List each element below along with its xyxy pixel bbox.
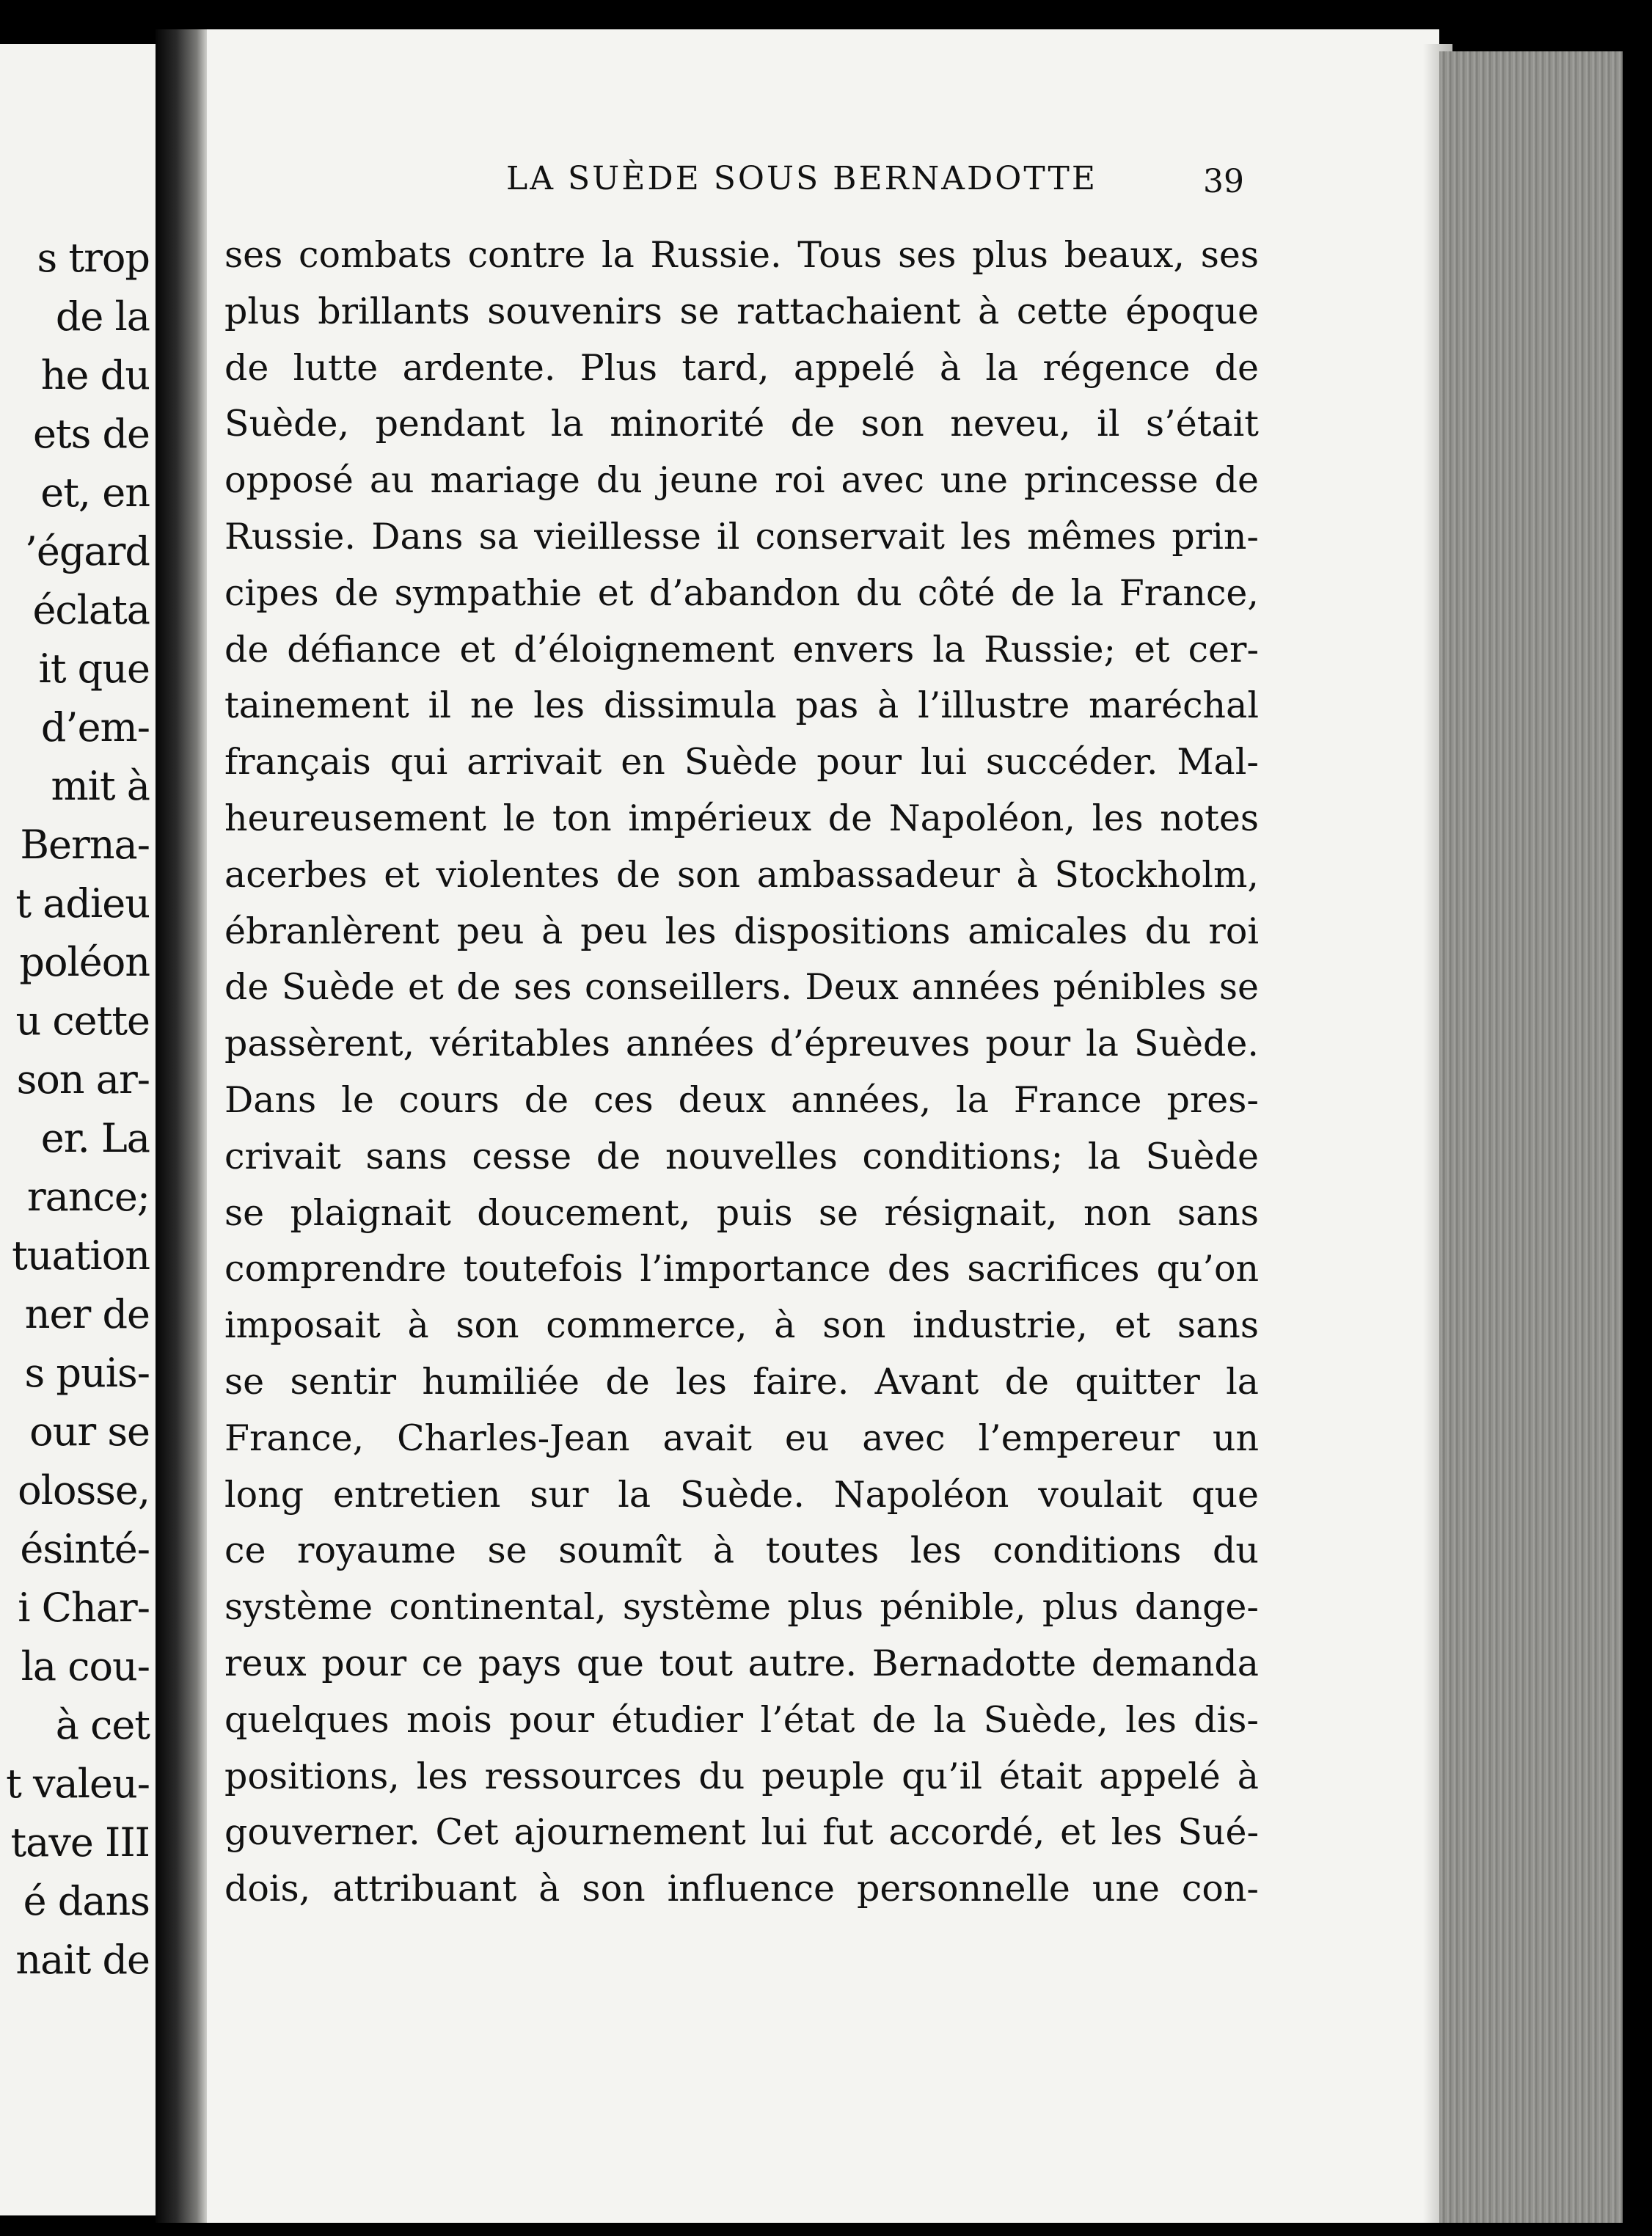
text-line: opposé au mariage du jeune roi avec une princesse de [224, 459, 1259, 502]
text-line: quelques mois pour étudier l’état de la Suède, les dis- [224, 1698, 1259, 1741]
facing-page-line: et, en [40, 470, 150, 516]
facing-page-line: ’égard [24, 528, 150, 574]
facing-page-line: s puis- [24, 1350, 150, 1396]
facing-page-line: la cou- [21, 1643, 150, 1689]
facing-page-line: er. La [40, 1115, 150, 1161]
facing-page-line: rance; [26, 1174, 150, 1220]
text-line: imposait à son commerce, à son industrie, et sans [224, 1304, 1259, 1347]
facing-page-line: d’em- [40, 704, 150, 750]
page-edges [1439, 51, 1623, 2223]
text-line: cipes de sympathie et d’abandon du côté de la France, [224, 571, 1259, 614]
text-line: de défiance et d’éloignement envers la Russie; et cer- [224, 628, 1259, 671]
facing-page-line: our se [29, 1409, 150, 1455]
text-line: positions, les ressources du peuple qu’il était appelé à [224, 1755, 1259, 1797]
facing-page-line: son ar- [16, 1056, 150, 1103]
running-head: LA SUÈDE SOUS BERNADOTTE [506, 160, 1097, 197]
book-gutter [156, 29, 207, 2223]
text-line: de Suède et de ses conseillers. Deux années pénibles se [224, 966, 1259, 1009]
text-line: reux pour ce pays que tout autre. Bernadotte demanda [224, 1642, 1259, 1684]
facing-page-line: Berna- [20, 822, 150, 868]
facing-page-line: ner de [24, 1291, 150, 1337]
text-line: ébranlèrent peu à peu les dispositions amicales du roi [224, 910, 1259, 952]
facing-page-line: t valeu- [6, 1761, 150, 1807]
facing-page-line: he du [40, 352, 150, 398]
facing-page-line: t adieu [15, 880, 150, 927]
facing-page-fragment [0, 44, 156, 2215]
page-number: 39 [1203, 163, 1244, 200]
text-line: passèrent, véritables années d’épreuves pour la Suède. [224, 1023, 1259, 1065]
text-line: de lutte ardente. Plus tard, appelé à la régence de [224, 346, 1259, 389]
text-line: français qui arrivait en Suède pour lui succéder. Mal- [224, 741, 1259, 783]
text-line: dois, attribuant à son influence personnelle une con- [224, 1868, 1259, 1910]
facing-page-line: ésinté- [20, 1526, 150, 1572]
text-line: comprendre toutefois l’importance des sacrifices qu’on [224, 1248, 1259, 1290]
text-line: gouverner. Cet ajournement lui fut accordé, et les Sué- [224, 1811, 1259, 1854]
facing-page-line: s trop [37, 235, 150, 281]
text-line: Dans le cours de ces deux années, la France pres- [224, 1078, 1259, 1121]
facing-page-line: à cet [55, 1702, 150, 1748]
text-line: crivait sans cesse de nouvelles conditions; la Suède [224, 1135, 1259, 1177]
text-line: tainement il ne les dissimula pas à l’illustre maréchal [224, 684, 1259, 727]
text-line: ce royaume se soumît à toutes les conditions du [224, 1530, 1259, 1572]
facing-page-line: poléon [19, 939, 150, 985]
text-line: Suède, pendant la minorité de son neveu, il s’était [224, 403, 1259, 445]
facing-page-line: de la [55, 293, 150, 340]
text-line: long entretien sur la Suède. Napoléon voulait que [224, 1473, 1259, 1516]
facing-page-line: tave III [10, 1819, 150, 1866]
text-line: acerbes et violentes de son ambassadeur à Stockholm, [224, 853, 1259, 896]
text-line: plus brillants souvenirs se rattachaient à cette époque [224, 290, 1259, 332]
facing-page-line: u cette [15, 998, 150, 1044]
text-line: se plaignait doucement, puis se résignait, non sans [224, 1191, 1259, 1234]
facing-page-line: éclata [32, 587, 150, 633]
text-line: Russie. Dans sa vieillesse il conservait les mêmes prin- [224, 515, 1259, 558]
body-text [224, 227, 1259, 1918]
facing-page-line: tuation [12, 1232, 150, 1279]
text-line: ses combats contre la Russie. Tous ses plus beaux, ses [224, 234, 1259, 276]
text-line: se sentir humiliée de les faire. Avant de quitter la [224, 1360, 1259, 1403]
facing-page-line: olosse, [18, 1467, 150, 1513]
facing-page-line: it que [38, 646, 150, 692]
text-line: heureusement le ton impérieux de Napoléon, les notes [224, 797, 1259, 839]
text-line: France, Charles-Jean avait eu avec l’empereur un [224, 1417, 1259, 1459]
facing-page-line: é dans [23, 1878, 150, 1924]
text-line: système continental, système plus pénible, plus dange- [224, 1586, 1259, 1629]
facing-page-line: ets de [32, 411, 150, 457]
facing-page-line: mit à [51, 763, 150, 809]
facing-page-line: i Char- [18, 1585, 150, 1631]
facing-page-line: nait de [15, 1937, 150, 1983]
